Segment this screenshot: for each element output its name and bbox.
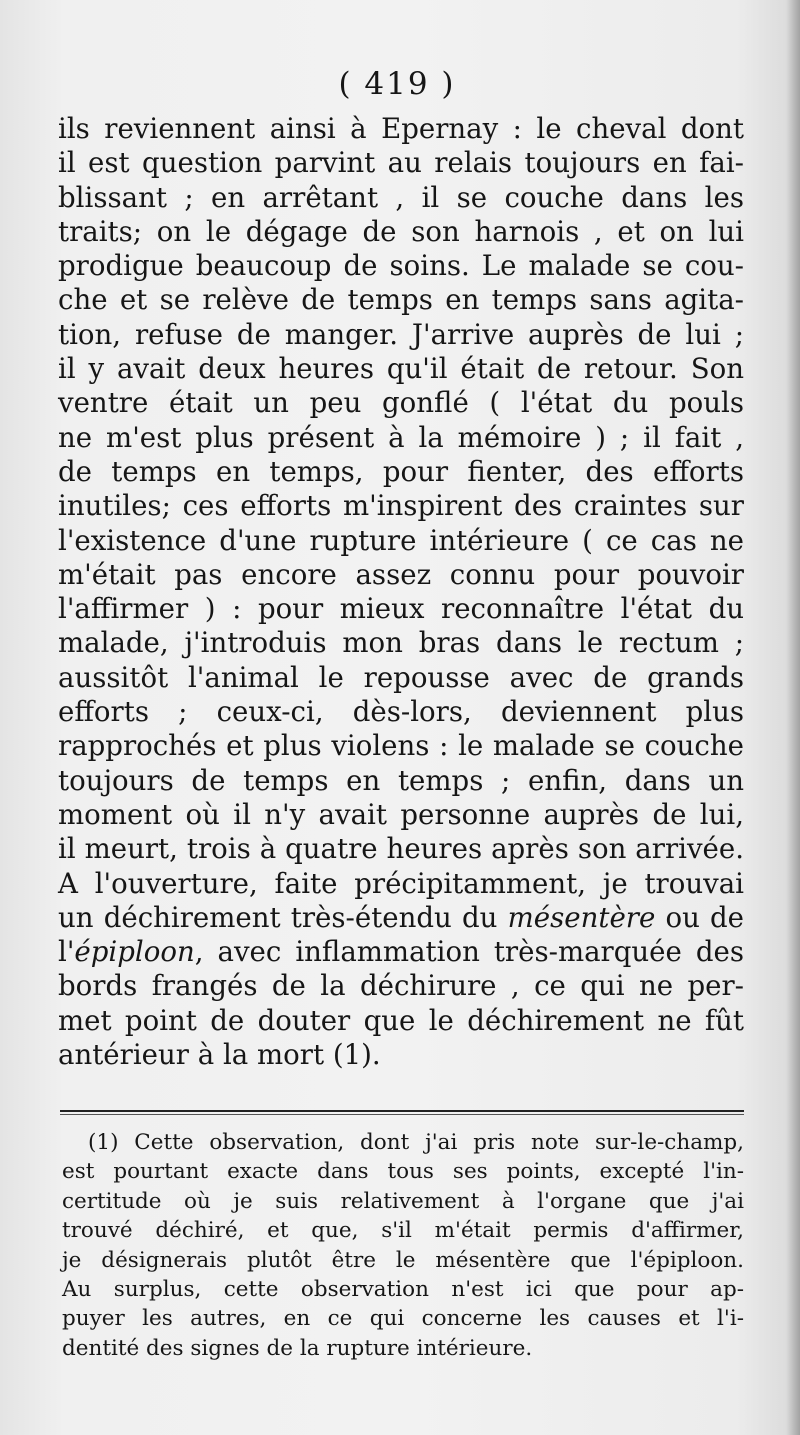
text-line: l'existence d'une rupture intérieure ( ce cas ne	[58, 523, 744, 557]
footnote-line: je désignerais plutôt être le mésentère que l'épiploon.	[62, 1247, 744, 1273]
text-segment: ou de	[655, 900, 744, 934]
text-line: ventre était un peu gonflé ( l'état du pouls	[58, 386, 744, 420]
text-line: de temps en temps, pour fienter, des efforts	[58, 454, 744, 488]
text-line: che et se relève de temps en temps sans agita-	[58, 283, 744, 317]
text-line-with-italic	[58, 901, 744, 935]
italic-term-epiploon: épiploon	[74, 935, 195, 969]
footnote-line: trouvé déchiré, et que, s'il m'était permis d'affirmer,	[62, 1218, 744, 1244]
footnote-line: certitude où je suis relativement à l'organe que j'ai	[62, 1188, 744, 1214]
italic-term-mesentere: mésentère	[507, 900, 656, 934]
text-line: tion, refuse de manger. J'arrive auprès de lui ;	[58, 317, 744, 351]
footnote-line: Au surplus, cette observation n'est ici que pour ap-	[62, 1276, 744, 1302]
text-line: malade, j'introduis mon bras dans le rectum ;	[58, 626, 744, 660]
text-line: m'était pas encore assez connu pour pouvoir	[58, 557, 744, 591]
text-line: l'affirmer ) : pour mieux reconnaître l'état du	[58, 592, 744, 626]
text-line: bords frangés de la déchirure , ce qui ne per-	[58, 969, 744, 1003]
text-line: aussitôt l'animal le repousse avec de grands	[58, 660, 744, 694]
text-line: met point de douter que le déchirement ne fût	[58, 1003, 744, 1037]
footnote-line: est pourtant exacte dans tous ses points, excepté l'in-	[62, 1159, 744, 1185]
text-line: efforts ; ceux-ci, dès-lors, deviennent plus	[58, 695, 744, 729]
page-number: ( 419 )	[338, 66, 456, 102]
text-line: antérieur à la mort (1).	[58, 1038, 381, 1072]
text-line: A l'ouverture, faite précipitamment, je trouvai	[58, 866, 744, 900]
footnote-line: puyer les autres, en ce qui concerne les causes et l'i-	[62, 1306, 744, 1332]
text-line: il y avait deux heures qu'il était de retour. Son	[58, 352, 744, 386]
text-line: traits; on le dégage de son harnois , et on lui	[58, 214, 744, 248]
text-segment: l'	[58, 935, 75, 969]
text-line: ils reviennent ainsi à Epernay : le cheval dont	[58, 112, 744, 145]
text-line: il est question parvint au relais toujours en fai-	[58, 146, 744, 180]
text-segment: , avec inflammation très-marquée des	[194, 935, 744, 969]
text-line: ne m'est plus présent à la mémoire ) ; il fait ,	[58, 420, 744, 454]
page-edge-shadow	[786, 0, 800, 1435]
text-line-with-italic	[58, 935, 744, 969]
text-segment: un déchirement très-étendu du	[58, 900, 508, 934]
text-line: inutiles; ces efforts m'inspirent des craintes sur	[58, 489, 744, 523]
footnote-separator-rule-thin	[60, 1114, 744, 1115]
body-text	[58, 112, 744, 1072]
text-line: prodigue beaucoup de soins. Le malade se cou-	[58, 249, 744, 283]
footnote-line: dentité des signes de la rupture intérieure.	[62, 1335, 533, 1361]
text-line: blissant ; en arrêtant , il se couche dans les	[58, 180, 744, 214]
footnote-separator-rule	[60, 1110, 744, 1112]
text-line: il meurt, trois à quatre heures après son arrivée.	[58, 832, 744, 866]
text-line: rapprochés et plus violens : le malade se couche	[58, 729, 744, 763]
footnote	[62, 1128, 744, 1363]
text-line: toujours de temps en temps ; enfin, dans un	[58, 763, 744, 797]
text-line: moment où il n'y avait personne auprès de lui,	[58, 797, 744, 831]
footnote-line: (1) Cette observation, dont j'ai pris note sur-le-champ,	[88, 1130, 744, 1155]
